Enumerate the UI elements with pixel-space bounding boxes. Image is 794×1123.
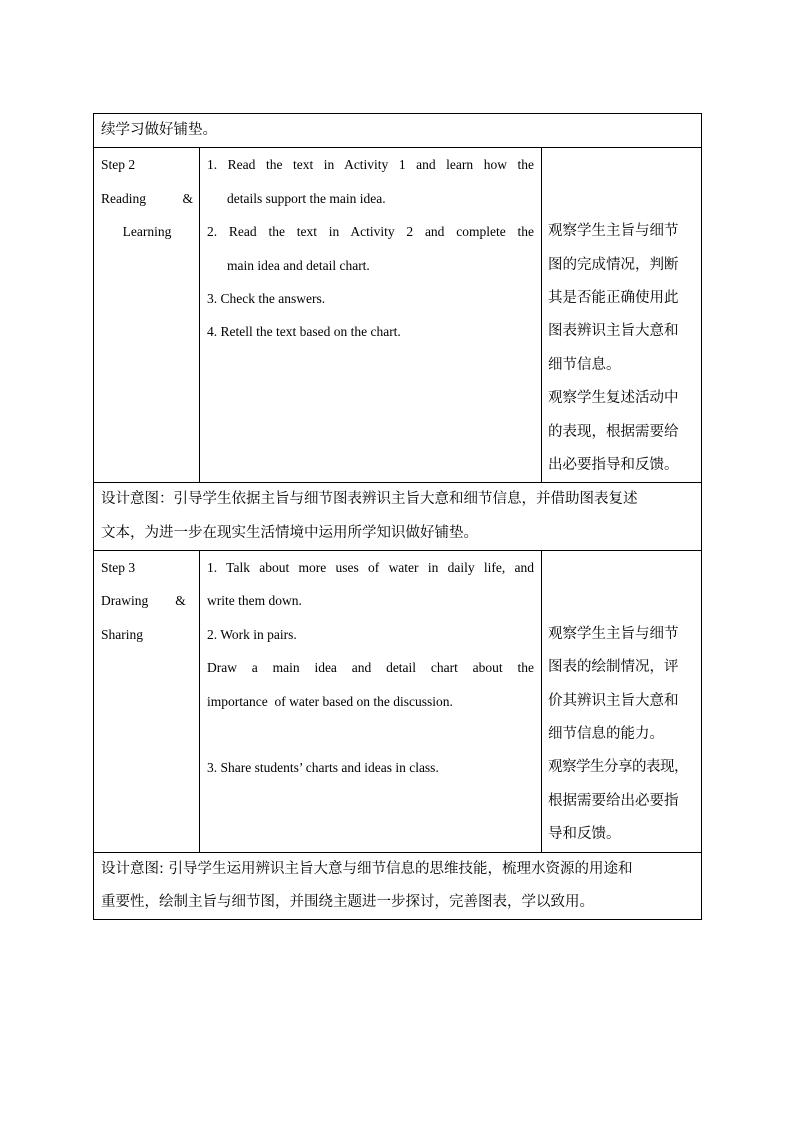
step3-observation-cell <box>542 551 702 853</box>
step2-activity-1: 1. Read the text in Activity 1 and learn how the <box>207 157 534 173</box>
step2-step-name-2: Learning <box>122 224 172 240</box>
step2-activities-cell <box>200 148 542 483</box>
step2-observation-line: 其是否能正确使用此 <box>548 289 679 306</box>
step2-intent-row <box>94 483 702 551</box>
step3-step-name-2: Sharing <box>101 626 143 642</box>
step2-observation-line: 观察学生复述活动中 <box>548 390 679 407</box>
step2-step-number: Step 2 <box>101 157 136 173</box>
step2-row <box>94 148 702 483</box>
step3-activity-2: 2. Work in pairs. <box>207 626 297 642</box>
step3-activity-2-detail: Draw a main idea and detail chart about the <box>207 660 534 676</box>
step2-activity-2: 2. Read the text in Activity 2 and complete the <box>207 224 534 240</box>
step3-activities-cell <box>200 551 542 853</box>
step3-step-number: Step 3 <box>101 560 136 576</box>
step2-observation-cell <box>542 148 702 483</box>
step3-observation-line: 根据需要给出必要指 <box>548 792 679 809</box>
step2-intent-cell <box>94 483 702 551</box>
step2-activity-3: 3. Check the answers. <box>207 290 326 306</box>
step3-observation-line: 图表的绘制情况，评 <box>548 659 679 676</box>
step3-intent-cell <box>94 852 702 920</box>
lesson-plan-table <box>93 113 702 920</box>
step2-activity-4: 4. Retell the text based on the chart. <box>207 324 401 340</box>
step3-observation-line: 观察学生分享的表现， <box>548 759 688 776</box>
step3-activity-2-detail-cont: importance of water based on the discussion. <box>207 693 453 709</box>
step2-activity-1-cont: details support the main idea. <box>227 190 386 206</box>
step2-step-name-1: Reading & <box>101 190 193 206</box>
step2-observation-line: 观察学生主旨与细节 <box>548 223 679 240</box>
step3-observation-line: 导和反馈。 <box>548 826 621 843</box>
step3-observation-line: 观察学生主旨与细节 <box>548 625 679 642</box>
step3-observation-line: 价其辨识主旨大意和 <box>548 692 679 709</box>
step3-activity-3: 3. Share students’ charts and ideas in class. <box>207 760 439 776</box>
step2-label-cell <box>94 148 200 483</box>
step3-step-name-1: Drawing & <box>101 593 186 609</box>
step3-activity-1-cont: write them down. <box>207 593 302 609</box>
step3-label-cell <box>94 551 200 853</box>
step2-observation-line: 图表辨识主旨大意和 <box>548 323 679 340</box>
step2-observation-line: 的表现，根据需要给 <box>548 423 679 440</box>
continuation-text: 续学习做好铺垫。 <box>101 122 217 138</box>
step3-blank-line <box>207 718 534 751</box>
continuation-row <box>94 114 702 148</box>
step3-observation-line: 细节信息的能力。 <box>548 726 664 743</box>
step3-intent-line-2: 重要性，绘制主旨与细节图，并围绕主题进一步探讨，完善图表，学以致用。 <box>101 893 594 910</box>
step2-intent-line-2: 文本，为进一步在现实生活情境中运用所学知识做好铺垫。 <box>101 524 478 541</box>
step3-activity-1: 1. Talk about more uses of water in daily life, and <box>207 560 534 576</box>
step2-observation-line: 细节信息。 <box>548 356 621 373</box>
step2-observation-line: 出必要指导和反馈。 <box>548 456 679 473</box>
step2-observation-line: 图的完成情况，判断 <box>548 256 679 273</box>
step3-intent-row <box>94 852 702 920</box>
step3-intent-line-1: 设计意图: 引导学生运用辨识主旨大意与细节信息的思维技能，梳理水资源的用途和 <box>101 860 633 877</box>
step3-row <box>94 551 702 853</box>
step2-activity-2-cont: main idea and detail chart. <box>227 257 370 273</box>
continuation-cell <box>94 114 702 148</box>
step2-intent-line-1: 设计意图：引导学生依据主旨与细节图表辨识主旨大意和细节信息，并借助图表复述 <box>101 491 638 508</box>
